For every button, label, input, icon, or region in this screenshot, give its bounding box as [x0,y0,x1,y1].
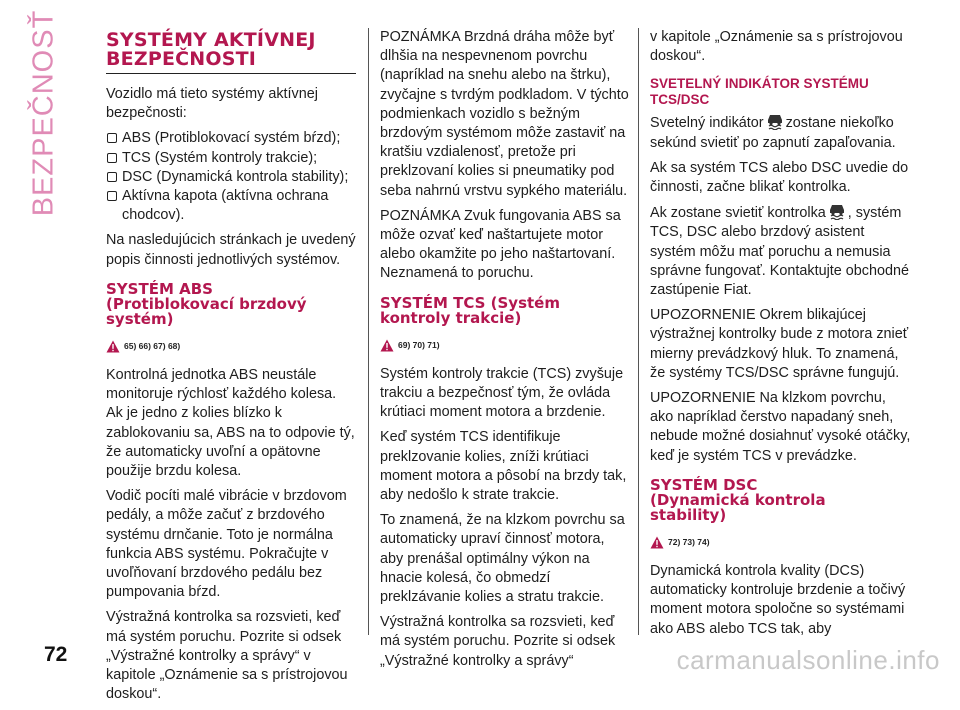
paragraph: Na nasledujúcich stránkach je uvedený popis činnosti jednotlivých systémov. [106,232,356,268]
column-1 [106,28,356,710]
note-paragraph: POZNÁMKA Zvuk fungovania ABS sa môže ozvať keď naštartujete motor alebo okamžite po jeho naštartovaní. Neznamená to poruchu. [380,207,621,282]
paragraph: Ak sa systém TCS alebo DSC uvedie do činnosti, začne blikať kontrolka. [650,159,909,196]
list-item: Aktívna kapota (aktívna ochrana chodcov). [106,187,356,225]
list-item: DSC (Dynamická kontrola stability); [106,168,356,187]
section-heading-active-safety: SYSTÉMY AKTÍVNEJ BEZPEČNOSTI [106,29,316,70]
warning-paragraph: UPOZORNENIE Okrem blikajúcej výstražnej kontrolky bude z motora znieť mierny prevádzkový hluk. To znamená, že systémy TCS/DSC správne fungujú. [650,307,909,381]
note-paragraph: POZNÁMKA Brzdná dráha môže byť dlhšia na nespevnenom povrchu (napríklad na snehu alebo na štrku), zvyčajne s tvrdým podkladom. V týchto podmienkach vozidlo s bežným brzdovým systémom môže zastaviť na kratšiu vzdialenosť, pretože pri preklzovaní kolies si pneumatiky pod seba nahrnú vrstvu sypkého materiálu. [380,29,629,199]
column-2 [380,28,630,677]
warning-paragraph: UPOZORNENIE Na klzkom povrchu, ako napríklad čerstvo napadaný sneh, nebude možné dosiahnuť vysoké otáčky, keď je systém TCS v prevádzke. [650,390,911,464]
paragraph: Vodič pocíti malé vibrácie v brzdovom pedály, a môže začuť z brzdového systému drnčanie. Toto je normálna funkcia ABS systému. Pokračujte v uvoľňovaní brzdového pedálu bez pumpovania bŕzd. [106,488,347,601]
warning-references: 72) 73) 74) [650,533,912,552]
warning-triangle-icon [106,340,120,353]
page-number: 72 [44,643,68,666]
paragraph: Systém kontroly trakcie (TCS) zvyšuje trakciu a bezpečnosť tým, že ovláda krútiaci moment motora a brzdenie. [380,365,624,421]
intro-text: Vozidlo má tieto systémy aktívnej bezpečnosti: [106,86,318,122]
list-item: ABS (Protiblokovací systém bŕzd); [106,129,356,148]
warning-references: 65) 66) 67) 68) [106,337,356,356]
paragraph: Výstražná kontrolka sa rozsvieti, keď má systém poruchu. Pozrite si odsek „Výstražné kontrolky a správy“ v kapitole „Oznámenie sa s prístrojovou doskou“. [106,609,348,703]
section-side-label: BEZPEČNOSŤ [27,9,60,217]
watermark: carmanualsonline.info [676,645,940,675]
section-heading-tcs: SYSTÉM TCS (Systém kontroly trakcie) [380,293,560,327]
section-heading-indicator: SVETELNÝ INDIKÁTOR SYSTÉMU TCS/DSC [650,76,869,107]
checkbox-bullet-icon [107,133,117,143]
car-skid-indicator-icon [828,203,846,220]
section-heading-dsc: SYSTÉM DSC (Dynamická kontrola stability) [650,475,826,524]
section-heading-abs: SYSTÉM ABS (Protiblokovací brzdový systém) [106,279,307,328]
paragraph: Keď systém TCS identifikuje preklzovanie kolies, zníži krútiaci moment motora a pôsobí na brzdy tak, aby nedošlo k strate trakcie. [380,429,627,504]
checkbox-bullet-icon [107,191,117,201]
paragraph: Ak zostane svietiť kontrolka , systém TCS, DSC alebo brzdový asistent systém môžu mať poruchu a nemusia správne fungovať. Kontaktujte obchodné zastúpenie Fiat. [650,205,910,299]
bullet-list [106,129,356,225]
column-3 [650,28,912,645]
paragraph: v kapitole „Oznámenie sa s prístrojovou doskou“. [650,29,903,65]
paragraph: Dynamická kontrola kvality (DCS) automaticky kontroluje brzdenie a točivý moment motora spoločne so systémami ako ABS alebo TCS tak, aby [650,563,906,637]
checkbox-bullet-icon [107,153,117,163]
paragraph: Svetelný indikátor zostane niekoľko sekúnd svietiť po zapnutí zapaľovania. [650,115,896,151]
paragraph: Výstražná kontrolka sa rozsvieti, keď má systém poruchu. Pozrite si odsek „Výstražné kontrolky a správy“ [380,614,616,669]
column-divider [368,28,369,635]
warning-references: 69) 70) 71) [380,336,630,355]
car-skid-indicator-icon [766,113,784,130]
list-item: TCS (Systém kontroly trakcie); [106,149,356,168]
warning-triangle-icon [380,339,394,352]
paragraph: Kontrolná jednotka ABS neustále monitoruje rýchlosť každého kolesa. Ak je jedno z kolies blízko k zablokovaniu sa, ABS na to odpovie tý, že automaticky uvoľní a opätovne použije brzdu kolesa. [106,367,355,480]
heading-rule [106,73,356,74]
paragraph: To znamená, že na klzkom povrchu sa automaticky upraví činnosť motora, aby prenášal optimálny výkon na hnacie kolesá, čo obmedzí preklzávanie kolies a stratu trakcie. [380,512,625,606]
column-divider [638,28,639,635]
warning-triangle-icon [650,536,664,549]
checkbox-bullet-icon [107,172,117,182]
